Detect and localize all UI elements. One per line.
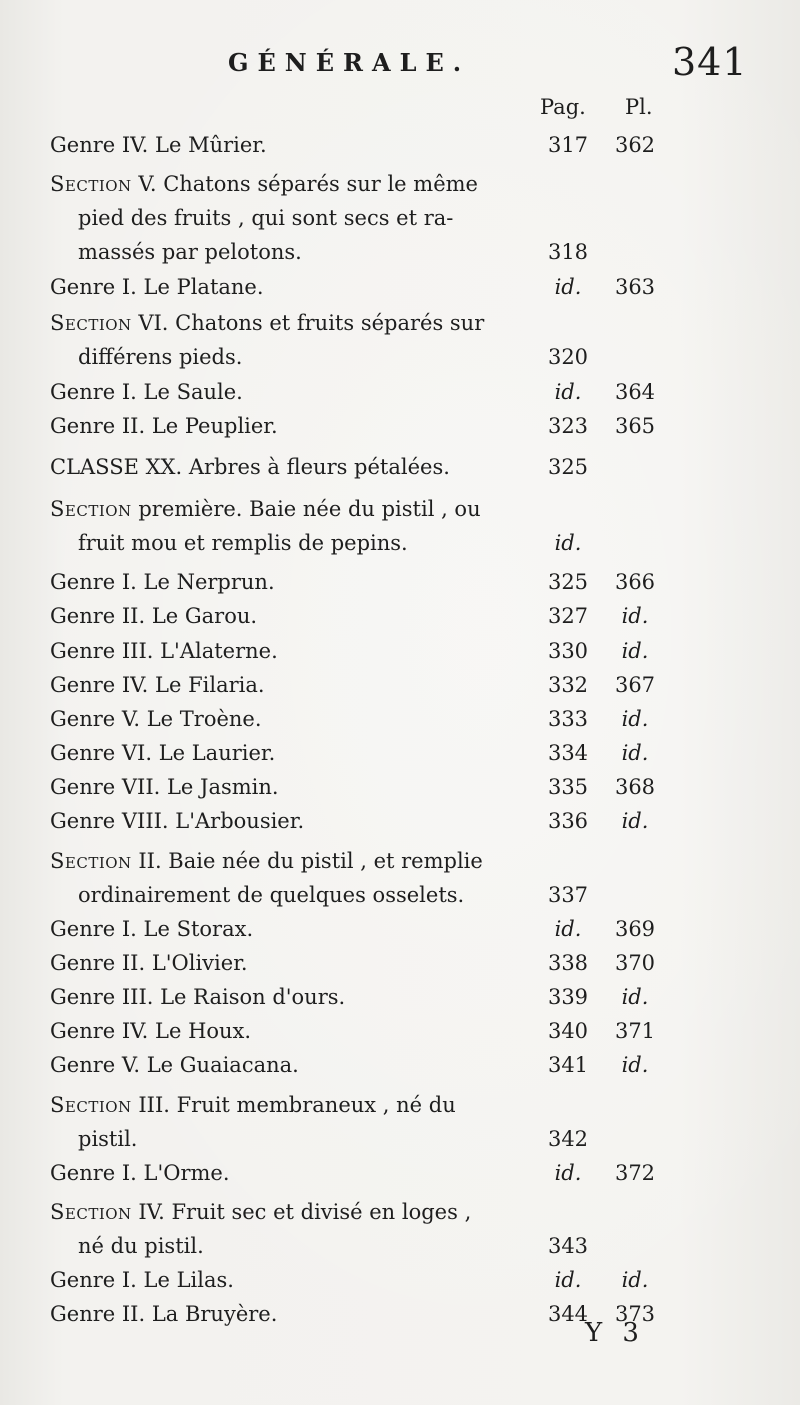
page-ref: 337 — [547, 883, 589, 907]
page-ref: 336 — [547, 809, 589, 833]
plate-ref: 362 — [614, 133, 656, 157]
entry-text: I. Le Nerprun. — [115, 570, 275, 594]
entry-label — [50, 128, 267, 162]
entry-label — [50, 306, 484, 340]
plate-ref: id. — [621, 1268, 649, 1292]
entry-label — [50, 167, 478, 201]
entry-text: différens pieds. — [78, 345, 243, 369]
page-ref: 333 — [547, 707, 589, 731]
entry-label — [50, 450, 450, 484]
entry-label — [50, 980, 345, 1014]
entry-label — [50, 946, 248, 980]
entry-label — [50, 702, 262, 736]
entry-text: IV. Le Mûrier. — [115, 133, 267, 157]
entry-prefix: Genre — [50, 1019, 116, 1043]
entry-text: pistil. — [78, 1127, 138, 1151]
page-ref: id. — [554, 1268, 582, 1292]
page-ref: 334 — [547, 741, 589, 765]
page-ref: id. — [554, 275, 582, 299]
entry-label — [78, 340, 242, 374]
entry-label — [78, 878, 464, 912]
plate-ref: 367 — [614, 673, 656, 697]
entry-text: VIII. L'Arbousier. — [115, 809, 305, 833]
entry-prefix: Genre — [50, 275, 116, 299]
entry-label — [50, 1263, 234, 1297]
entry-label — [78, 201, 453, 235]
page-ref: 320 — [547, 345, 589, 369]
entry-label — [50, 1156, 230, 1190]
entry-label — [50, 1195, 471, 1229]
page-ref: 323 — [547, 414, 589, 438]
entry-prefix: Genre — [50, 380, 116, 404]
plate-ref: id. — [621, 604, 649, 628]
page-ref: id. — [554, 917, 582, 941]
plate-ref: 368 — [614, 775, 656, 799]
entry-prefix: Section — [50, 172, 132, 196]
plate-ref: id. — [621, 741, 649, 765]
entry-text: II. Le Peuplier. — [115, 414, 278, 438]
entry-prefix: Genre — [50, 951, 116, 975]
page-ref: id. — [554, 1161, 582, 1185]
entry-text: III. Fruit membraneux , né du — [131, 1093, 456, 1117]
entry-prefix: Genre — [50, 673, 116, 697]
entry-text: I. Le Lilas. — [115, 1268, 234, 1292]
page-ref: 327 — [547, 604, 589, 628]
entry-prefix: Genre — [50, 1268, 116, 1292]
entry-text: V. Le Troène. — [115, 707, 262, 731]
entry-label — [50, 770, 279, 804]
entry-text: fruit mou et remplis de pepins. — [78, 531, 408, 555]
entry-prefix: Genre — [50, 1302, 116, 1326]
plate-ref: 372 — [614, 1161, 656, 1185]
entry-prefix: Section — [50, 311, 132, 335]
entry-prefix: Genre — [50, 809, 116, 833]
entry-prefix: Genre — [50, 414, 116, 438]
entry-text: V. Le Guaiacana. — [115, 1053, 299, 1077]
pag-column-header: Pag. — [540, 95, 586, 119]
entry-text: III. Le Raison d'ours. — [115, 985, 346, 1009]
entry-label — [50, 270, 264, 304]
entry-label — [50, 375, 243, 409]
entry-prefix: Section — [50, 497, 132, 521]
entry-text: première. Baie née du pistil , ou — [131, 497, 481, 521]
entry-prefix: Genre — [50, 707, 116, 731]
entry-text: I. Le Storax. — [115, 917, 254, 941]
entry-text: né du pistil. — [78, 1234, 204, 1258]
entry-prefix: Genre — [50, 639, 116, 663]
plate-ref: 373 — [614, 1302, 656, 1326]
entry-text: II. L'Olivier. — [115, 951, 248, 975]
entry-prefix: Genre — [50, 1161, 116, 1185]
entry-prefix: CLASSE — [50, 455, 139, 479]
entry-prefix: Genre — [50, 917, 116, 941]
plate-ref: id. — [621, 809, 649, 833]
entry-label — [50, 1088, 456, 1122]
plate-ref: 365 — [614, 414, 656, 438]
entry-label — [50, 1297, 277, 1331]
entry-prefix: Section — [50, 849, 132, 873]
entry-text: VI. Chatons et fruits séparés sur — [131, 311, 485, 335]
entry-text: massés par pelotons. — [78, 240, 302, 264]
entry-text: VII. Le Jasmin. — [115, 775, 279, 799]
plate-ref: 364 — [614, 380, 656, 404]
plate-ref: 371 — [614, 1019, 656, 1043]
entry-text: III. L'Alaterne. — [115, 639, 278, 663]
plate-ref: 363 — [614, 275, 656, 299]
page-ref: 340 — [547, 1019, 589, 1043]
signature-mark: Y 3 — [585, 1318, 645, 1348]
entry-prefix: Genre — [50, 741, 116, 765]
entry-label — [50, 1048, 299, 1082]
page-ref: 339 — [547, 985, 589, 1009]
page-ref: 325 — [547, 455, 589, 479]
page-ref: 317 — [547, 133, 589, 157]
entry-text: I. Le Saule. — [115, 380, 243, 404]
entry-text: IV. Fruit sec et divisé en loges , — [131, 1200, 472, 1224]
entry-text: II. La Bruyère. — [115, 1302, 278, 1326]
entry-text: pied des fruits , qui sont secs et ra- — [78, 206, 454, 230]
entry-label — [50, 736, 275, 770]
entry-label — [50, 409, 278, 443]
entry-label — [50, 1014, 251, 1048]
entry-label — [50, 844, 483, 878]
page-ref: 343 — [547, 1234, 589, 1258]
entry-text: VI. Le Laurier. — [115, 741, 276, 765]
entry-prefix: Section — [50, 1093, 132, 1117]
entry-prefix: Genre — [50, 1053, 116, 1077]
entry-label — [50, 668, 265, 702]
entry-label — [78, 235, 302, 269]
entry-prefix: Genre — [50, 570, 116, 594]
plate-ref: id. — [621, 1053, 649, 1077]
page-ref: 342 — [547, 1127, 589, 1151]
entry-label — [78, 1229, 204, 1263]
page-ref: 325 — [547, 570, 589, 594]
entry-text: V. Chatons séparés sur le même — [131, 172, 478, 196]
page-ref: 330 — [547, 639, 589, 663]
plate-ref: id. — [621, 985, 649, 1009]
page-ref: id. — [554, 380, 582, 404]
plate-ref: id. — [621, 707, 649, 731]
entry-label — [50, 634, 278, 668]
page-ref: 318 — [547, 240, 589, 264]
entry-prefix: Section — [50, 1200, 132, 1224]
plate-ref: 366 — [614, 570, 656, 594]
entry-label — [50, 804, 304, 838]
plate-ref: 370 — [614, 951, 656, 975]
entry-text: IV. Le Houx. — [115, 1019, 252, 1043]
entry-prefix: Genre — [50, 985, 116, 1009]
entry-text: ordinairement de quelques osselets. — [78, 883, 465, 907]
entry-text: I. Le Platane. — [115, 275, 264, 299]
entry-text: II. Le Garou. — [115, 604, 258, 628]
page-ref: id. — [554, 531, 582, 555]
plate-ref: 369 — [614, 917, 656, 941]
entry-text: I. L'Orme. — [115, 1161, 230, 1185]
entry-label — [50, 565, 275, 599]
page-ref: 344 — [547, 1302, 589, 1326]
page-ref: 341 — [547, 1053, 589, 1077]
page-ref: 332 — [547, 673, 589, 697]
pl-column-header: Pl. — [625, 95, 653, 119]
running-header: GÉNÉRALE. — [228, 48, 471, 77]
page-number: 341 — [672, 40, 748, 84]
entry-text: XX. Arbres à fleurs pétalées. — [138, 455, 450, 479]
page-ref: 338 — [547, 951, 589, 975]
plate-ref: id. — [621, 639, 649, 663]
entry-label — [50, 599, 257, 633]
entry-text: IV. Le Filaria. — [115, 673, 265, 697]
entry-text: II. Baie née du pistil , et remplie — [131, 849, 483, 873]
entry-label — [78, 526, 408, 560]
entry-label — [78, 1122, 137, 1156]
entry-prefix: Genre — [50, 133, 116, 157]
entry-label — [50, 912, 253, 946]
entry-label — [50, 492, 481, 526]
page-ref: 335 — [547, 775, 589, 799]
entry-prefix: Genre — [50, 604, 116, 628]
entry-prefix: Genre — [50, 775, 116, 799]
